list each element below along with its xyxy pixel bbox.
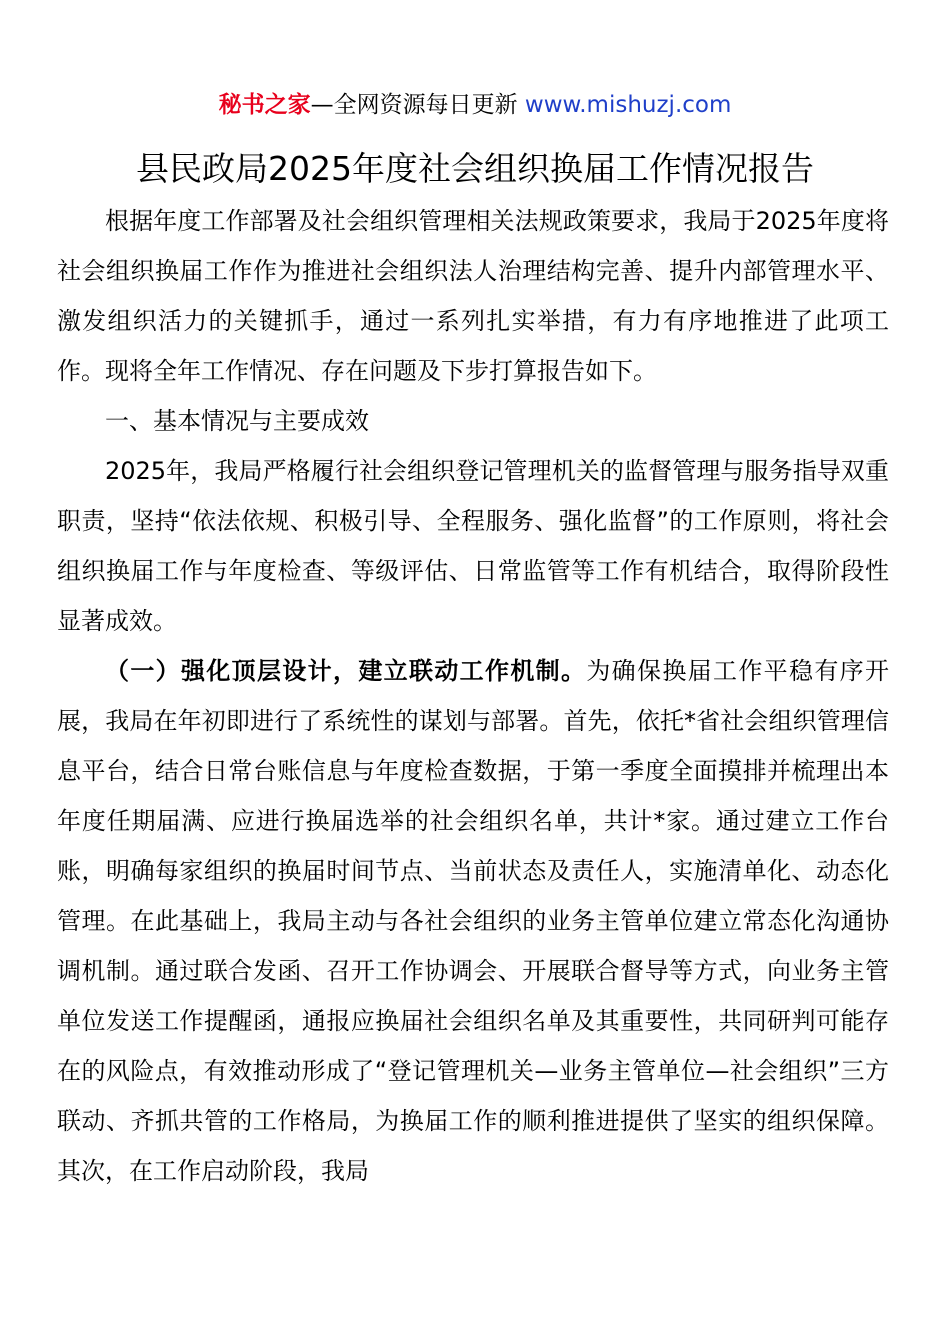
site-header — [0, 88, 950, 122]
overview-paragraph: 2025年，我局严格履行社会组织登记管理机关的监督管理与服务指导双重职责，坚持“依法依规、积极引导、全程服务、强化监督”的工作原则，将社会组织换届工作与年度检查、等级评估、日常监管等工作有机结合，取得阶段性显著成效。 — [57, 457, 889, 635]
section-heading: 一、基本情况与主要成效 — [105, 407, 369, 435]
site-url-link[interactable]: www.mishuzj.com — [524, 92, 732, 118]
subsection-text: 为确保换届工作平稳有序开展，我局在年初即进行了系统性的谋划与部署。首先，依托*省社会组织管理信息平台，结合日常台账信息与年度检查数据，于第一季度全面摸排并梳理出本年度任期届满、应进行换届选举的社会组织名单，共计*家。通过建立工作台账，明确每家组织的换届时间节点、当前状态及责任人，实施清单化、动态化管理。在此基础上，我局主动与各社会组织的业务主管单位建立常态化沟通协调机制。通过联合发函、召开工作协调会、开展联合督导等方式，向业务主管单位发送工作提醒函，通报应换届社会组织名单及其重要性，共同研判可能存在的风险点，有效推动形成了“登记管理机关—业务主管单位—社会组织”三方联动、齐抓共管的工作格局，为换届工作的顺利推进提供了坚实的组织保障。其次，在工作启动阶段，我局 — [57, 657, 890, 1185]
site-slogan: —全网资源每日更新 — [310, 92, 518, 118]
subsection-paragraph — [57, 646, 889, 1196]
subsection-heading: （一）强化顶层设计，建立联动工作机制。 — [105, 657, 587, 685]
intro-paragraph: 根据年度工作部署及社会组织管理相关法规政策要求，我局于2025年度将社会组织换届工作作为推进社会组织法人治理结构完善、提升内部管理水平、激发组织活力的关键抓手，通过一系列扎实举措，有力有序地推进了此项工作。现将全年工作情况、存在问题及下步打算报告如下。 — [57, 207, 889, 385]
site-brand: 秘书之家 — [218, 92, 311, 118]
document-body — [57, 196, 889, 1196]
document-title: 县民政局2025年度社会组织换届工作情况报告 — [136, 149, 814, 188]
